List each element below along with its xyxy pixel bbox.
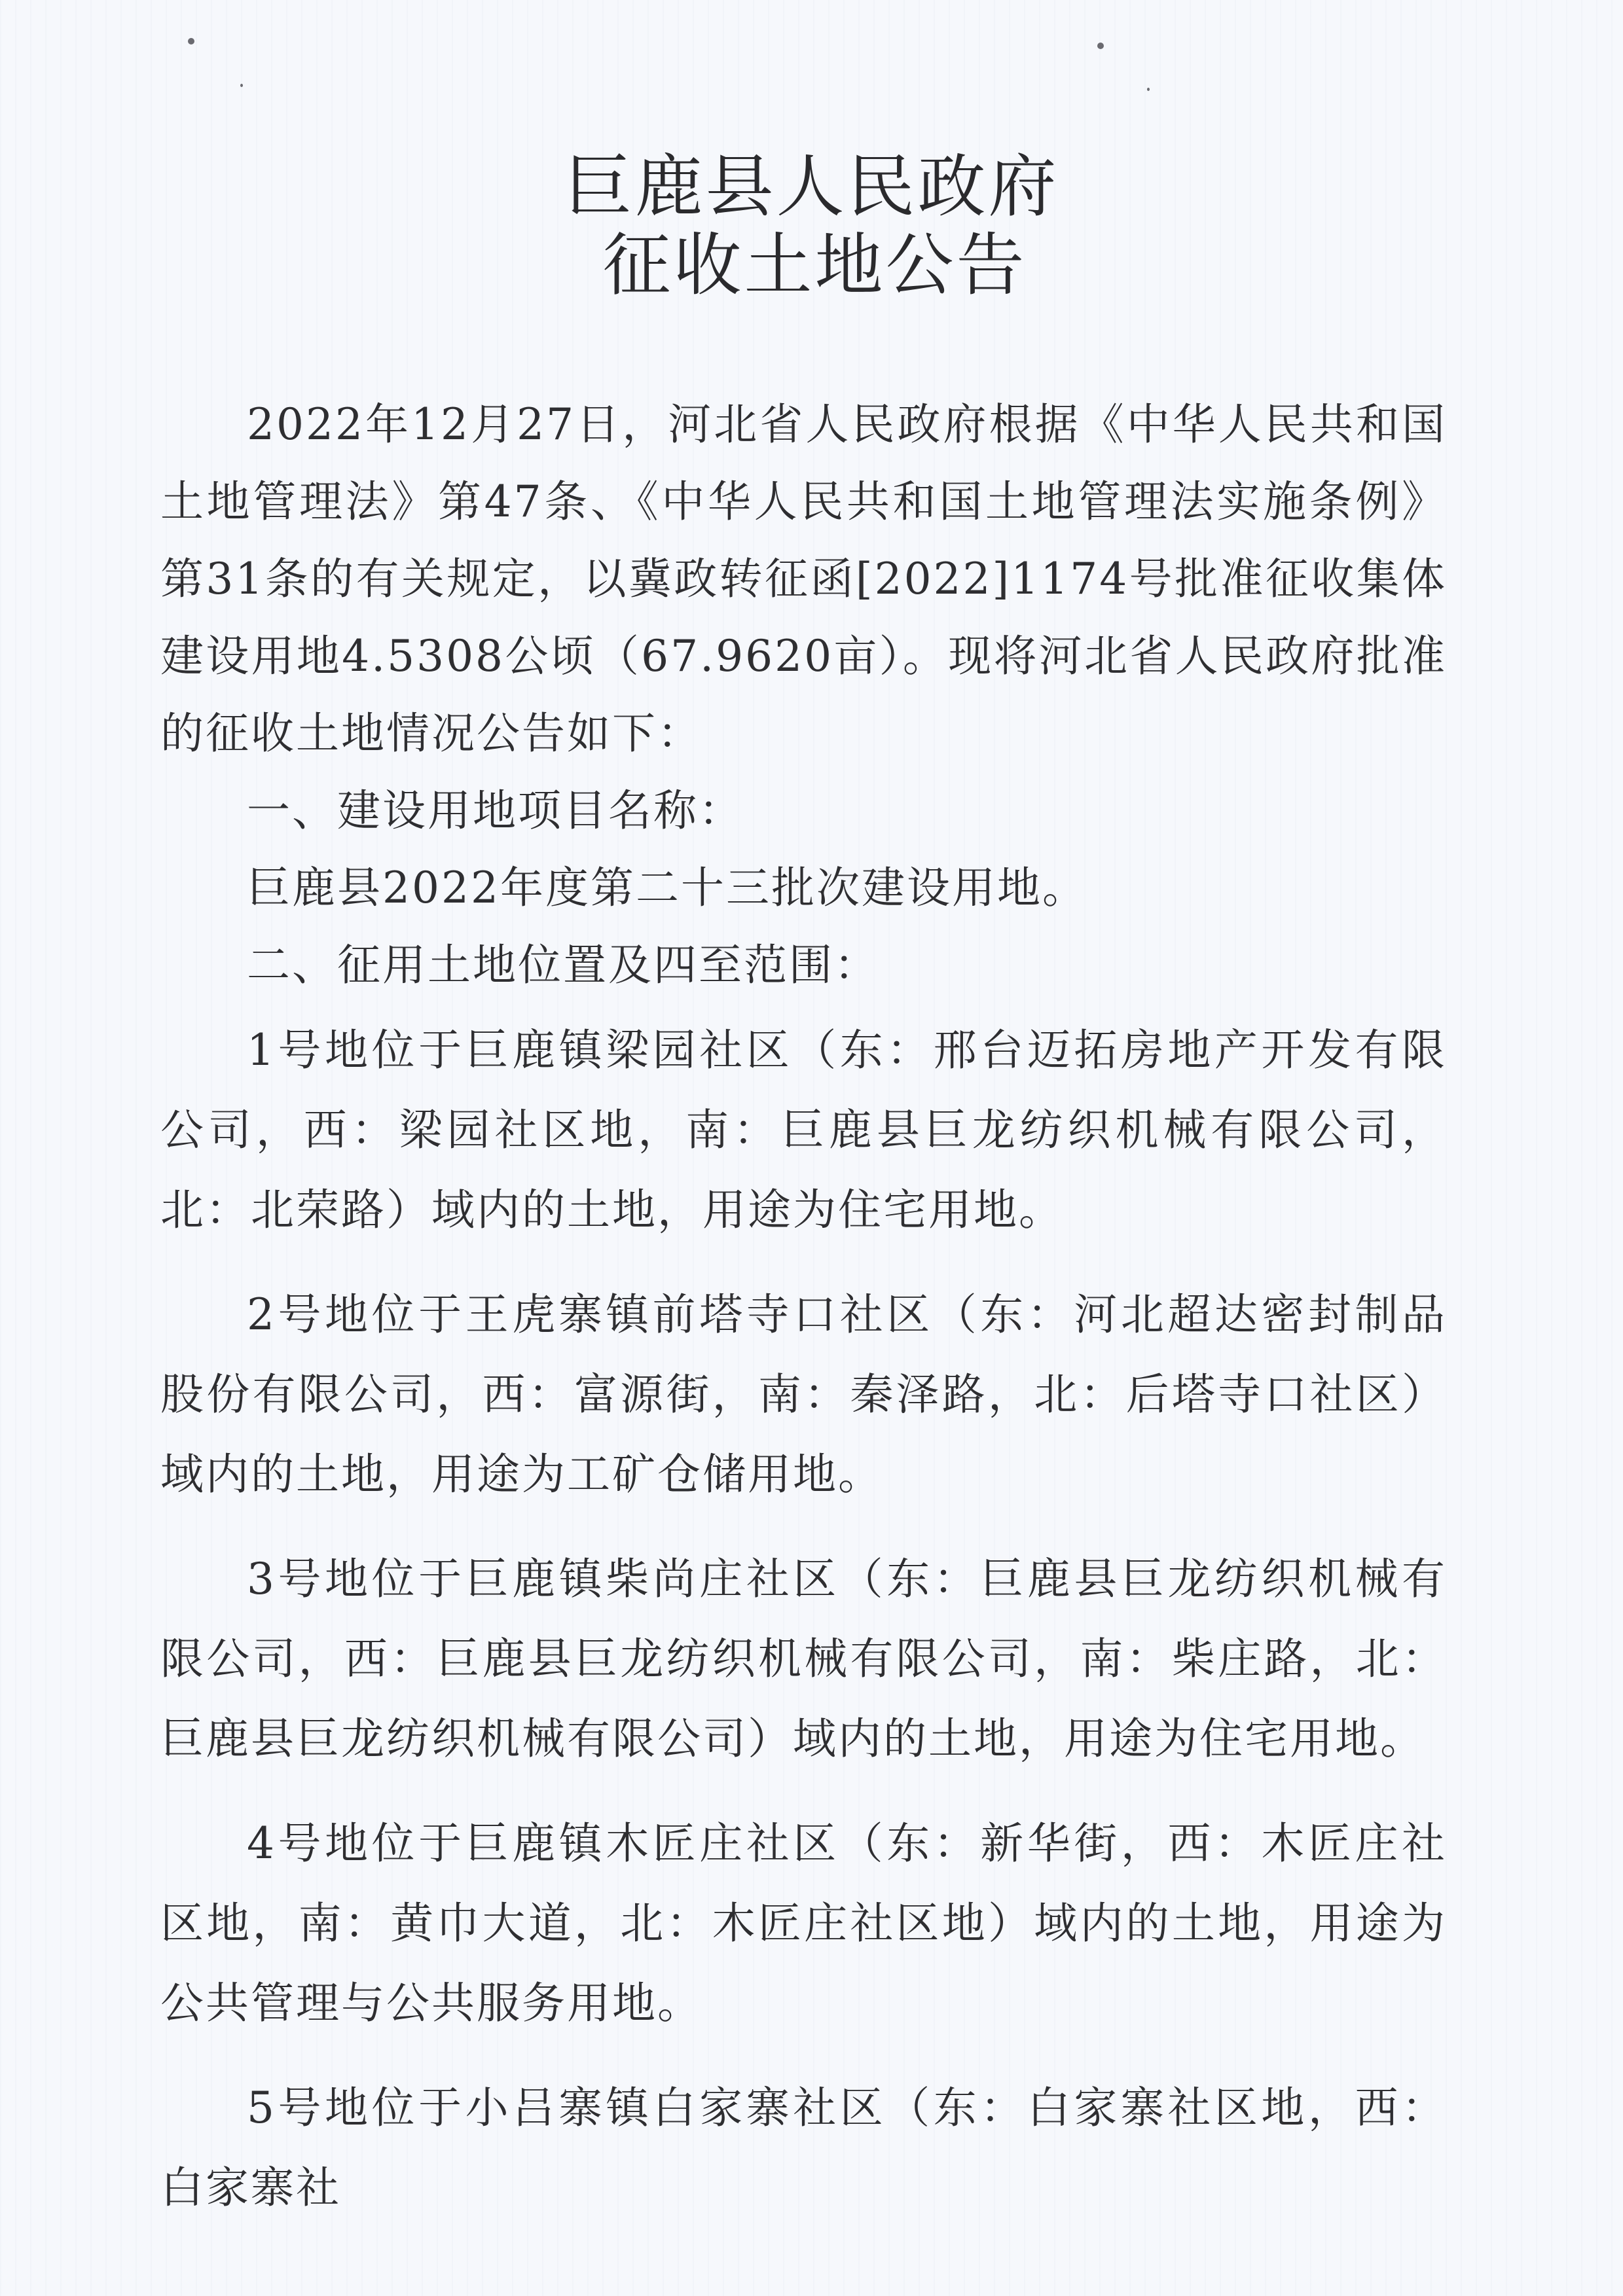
parcel-2: 2号地位于王虎寨镇前塔寺口社区（东：河北超达密封制品股份有限公司，西：富源街，南：秦泽路，北：后塔寺口社区）域内的土地，用途为工矿仓储用地。 xyxy=(160,1289,1447,1499)
section-heading-land-location: 二、征用土地位置及四至范围： xyxy=(247,940,879,990)
intro-paragraph: 2022年12月27日，河北省人民政府根据《中华人民共和国土地管理法》第47条、《中华人民共和国土地管理法实施条例》第31条的有关规定，以冀政转征函[2022]1174号批准征收集体建设用地4.5308公顷（67.9620亩）。现将河北省人民政府批准的征收土地情况公告如下： xyxy=(160,399,1447,759)
parcel-5: 5号地位于小吕寨镇白家寨社区（东：白家寨社区地，西：白家寨社 xyxy=(160,2083,1447,2213)
title-subject: 征收土地公告 xyxy=(602,225,1027,305)
parcel-4: 4号地位于巨鹿镇木匠庄社区（东：新华街，西：木匠庄社区地，南：黄巾大道，北：木匠庄社区地）域内的土地，用途为公共管理与公共服务用地。 xyxy=(160,1818,1447,2028)
scan-speck xyxy=(1097,43,1104,49)
document-title xyxy=(0,147,1623,304)
project-name: 巨鹿县2022年度第二十三批次建设用地。 xyxy=(247,863,1087,913)
document-body xyxy=(160,386,1447,2228)
parcel-3: 3号地位于巨鹿镇柴尚庄社区（东：巨鹿县巨龙纺织机械有限公司，西：巨鹿县巨龙纺织机械有限公司，南：柴庄路，北：巨鹿县巨龙纺织机械有限公司）域内的土地，用途为住宅用地。 xyxy=(160,1554,1447,1764)
section-heading-project-name: 一、建设用地项目名称： xyxy=(247,785,744,836)
scan-speck xyxy=(240,84,243,87)
scan-speck xyxy=(1147,88,1150,91)
parcel-1: 1号地位于巨鹿镇梁园社区（东：邢台迈拓房地产开发有限公司，西：梁园社区地，南：巨鹿县巨龙纺织机械有限公司，北：北荣路）域内的土地，用途为住宅用地。 xyxy=(160,1025,1447,1235)
title-issuer: 巨鹿县人民政府 xyxy=(564,147,1059,226)
scan-speck xyxy=(188,38,194,45)
